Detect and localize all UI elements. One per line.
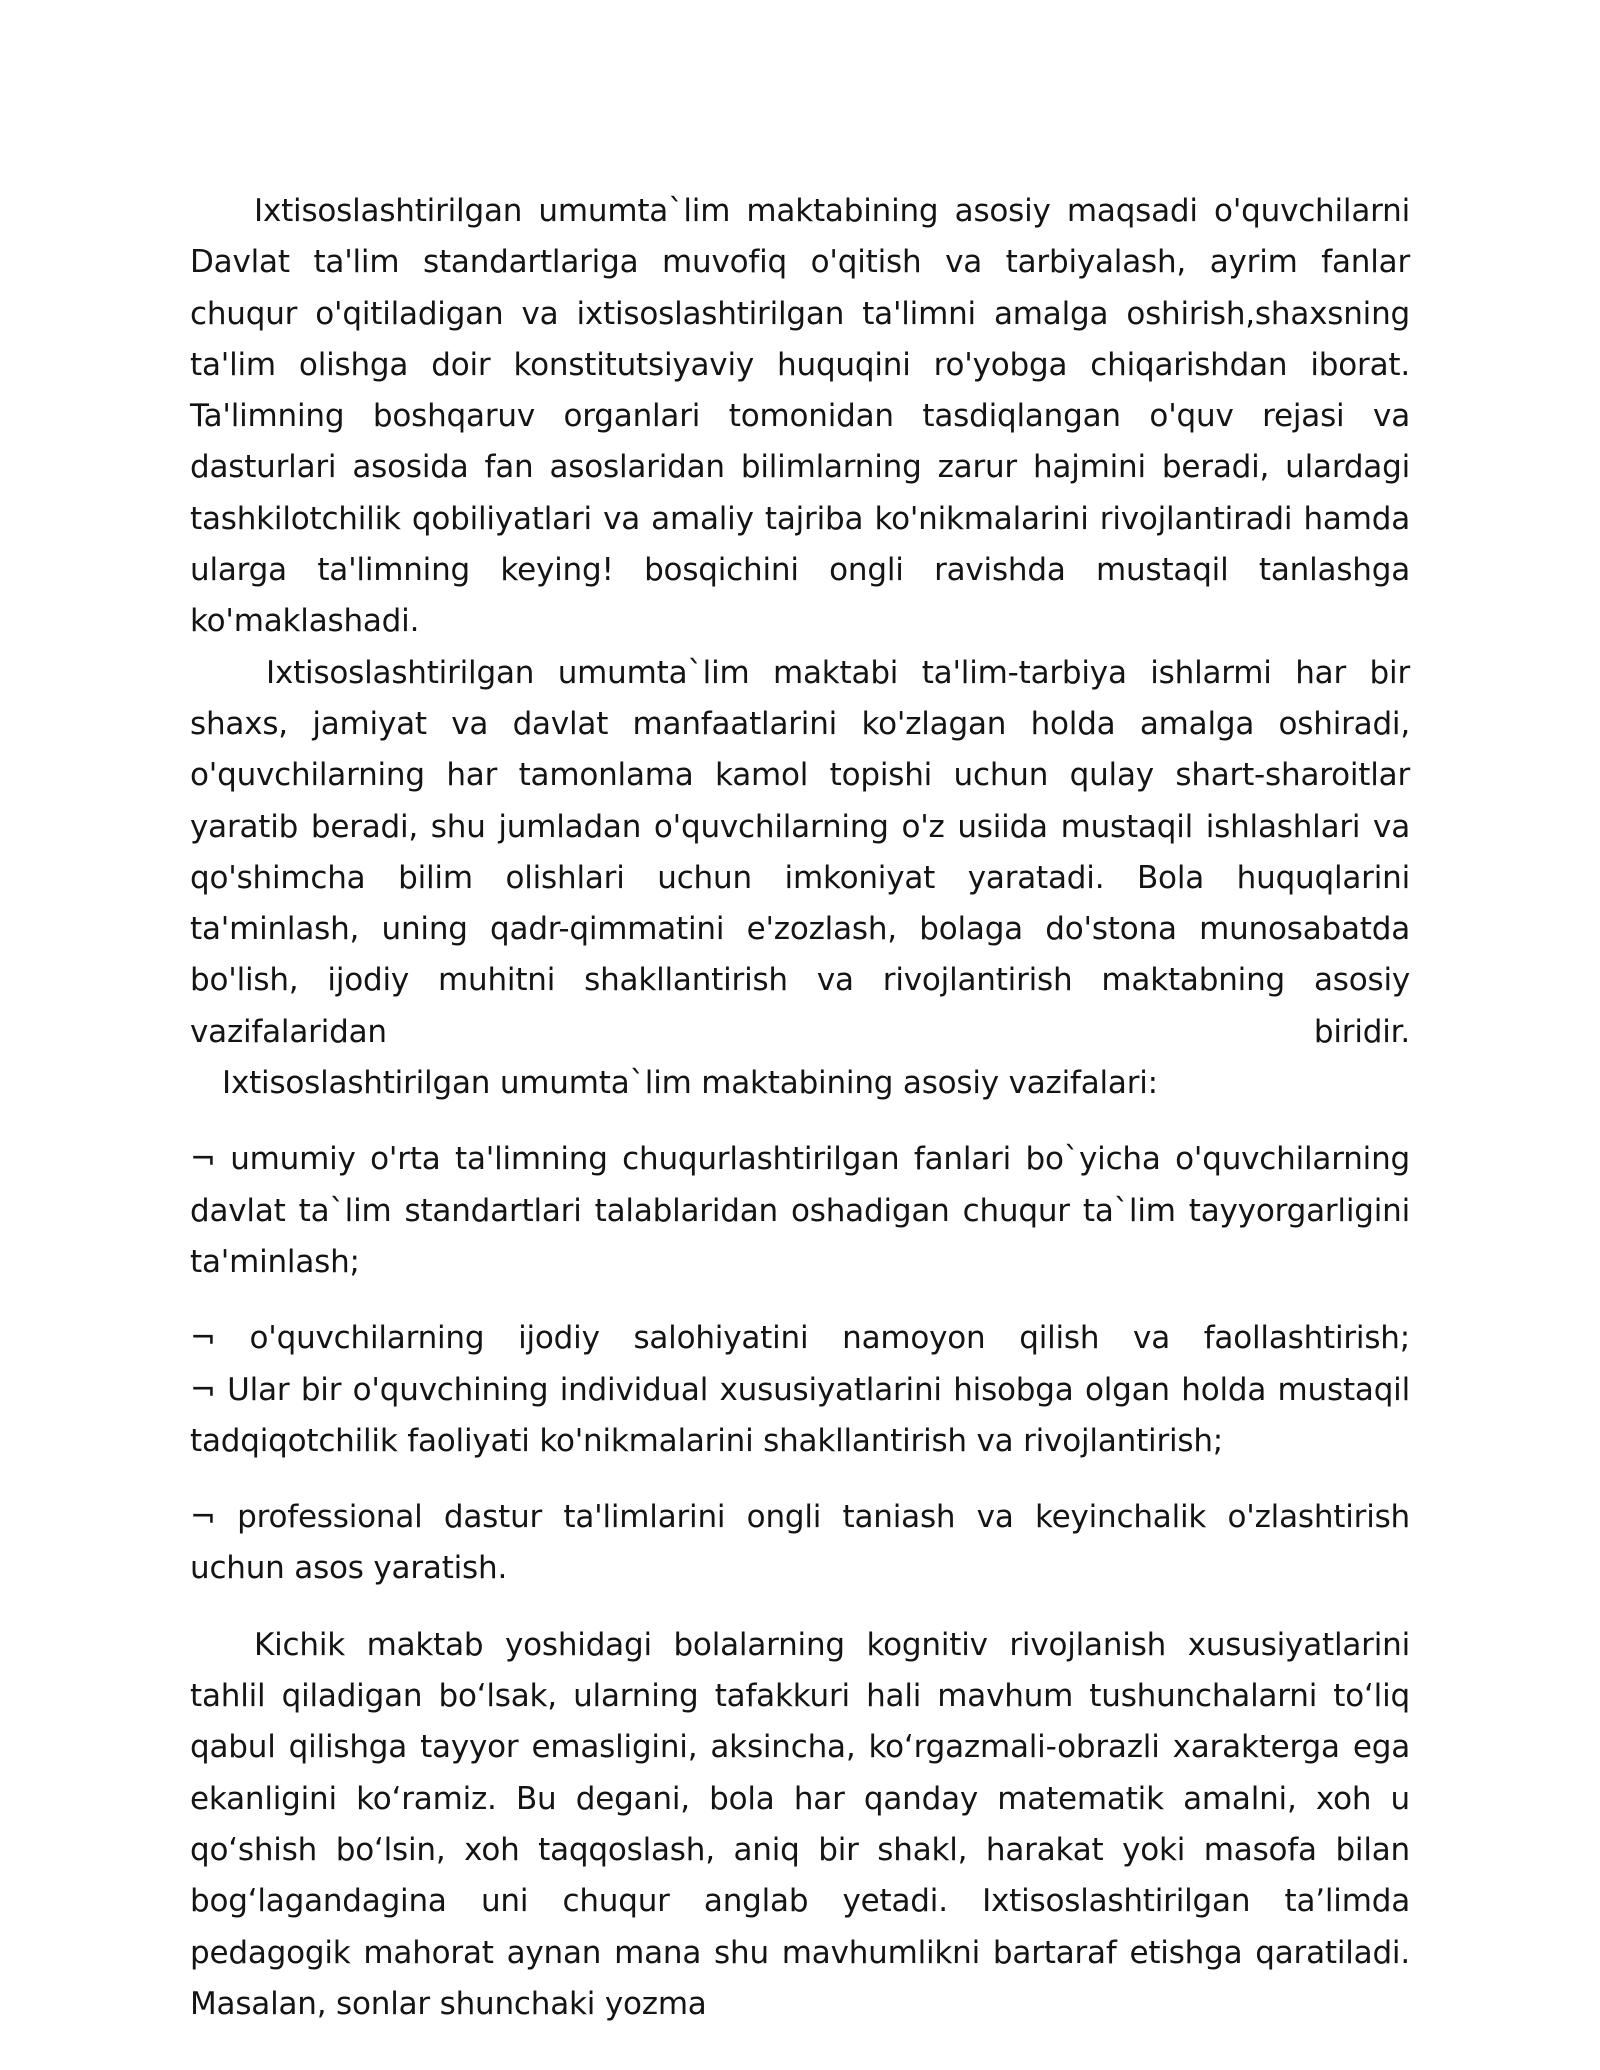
paragraph-school-activities: Ixtisoslashtirilgan umumta`lim maktabi ta'lim-tarbiya ishlarmi har bir shaxs, jamiyat va davlat manfaatlarini ko'zlagan holda amalga oshiradi, o'quvchilarning har tamonlama kamol topishi uchun qulay shart-sharoitlar yaratib beradi, shu jumladan o'quvchilarning o'z usiida mustaqil ishlashlari va qo'shimcha bilim olishlari uchun imkoniyat yaratadi. Bola huquqlarini ta'minlash, uning qadr-qimmatini e'zozlash, bolaga do'stona munosabatda bo'lish, ijodiy muhitni shakllantirish va rivojlantirish maktabning asosiy vazifalaridan biridir. (190, 654, 1410, 1050)
paragraph-school-purpose: Ixtisoslashtirilgan umumta`lim maktabining asosiy maqsadi o'quvchilarni Davlat ta'lim standartlariga muvofiq o'qitish va tarbiyalash, ayrim fanlar chuqur o'qitiladigan va ixtisoslashtirilgan ta'limni amalga oshirish,shaxsning ta'lim olishga doir konstitutsiyaviy huquqini ro'yobga chiqarishdan iborat. Ta'limning boshqaruv organlari tomonidan tasdiqlangan o'quv rejasi va dasturlari asosida fan asoslaridan bilimlarning zarur hajmini beradi, ulardagi tashkilotchilik qobiliyatlari va amaliy tajriba ko'nikmalarini rivojlantiradi hamda ularga ta'limning keying! bosqichini ongli ravishda mustaqil tanlashga ko'maklashadi. (190, 193, 1410, 640)
list-item-creative-potential: ¬ o'quvchilarning ijodiy salohiyatini namoyon qilish va faollashtirish; (190, 1320, 1410, 1357)
list-item-professional-programs: ¬ professional dastur ta'limlarini ongli taniash va keyinchalik o'zlashtirish uchun asos yaratish. (190, 1499, 1410, 1587)
list-item-research-skills: ¬ Ular bir o'quvchining individual xususiyatlarini hisobga olgan holda mustaqil tadqiqotchilik faoliyati ko'nikmalarini shakllantirish va rivojlantirish; (190, 1371, 1410, 1459)
list-item-deep-education: ¬ umumiy o'rta ta'limning chuqurlashtirilgan fanlari bo`yicha o'quvchilarning davlat ta`lim standartlari talablaridan oshadigan chuqur ta`lim tayyorgarligini ta'minlash; (190, 1141, 1410, 1280)
paragraph-cognitive-development: Kichik maktab yoshidagi bolalarning kognitiv rivojlanish xususiyatlarini tahlil qiladigan boʻlsak, ularning tafakkuri hali mavhum tushunchalarni toʻliq qabul qilishga tayyor emasligini, aksincha, koʻrgazmali-obrazli xarakterga ega ekanligini koʻramiz. Bu degani, bola har qanday matematik amalni, xoh u qoʻshish boʻlsin, xoh taqqoslash, aniq bir shakl, harakat yoki masofa bilan bogʻlagandagina uni chuqur anglab yetadi. Ixtisoslashtirilgan taʼlimda pedagogik mahorat aynan mana shu mavhumlikni bartaraf etishga qaratiladi. Masalan, sonlar shunchaki yozma (190, 1626, 1410, 2022)
document-body (190, 186, 1410, 2030)
paragraph-tasks-heading: Ixtisoslashtirilgan umumta`lim maktabining asosiy vazifalari: (222, 1065, 1158, 1102)
